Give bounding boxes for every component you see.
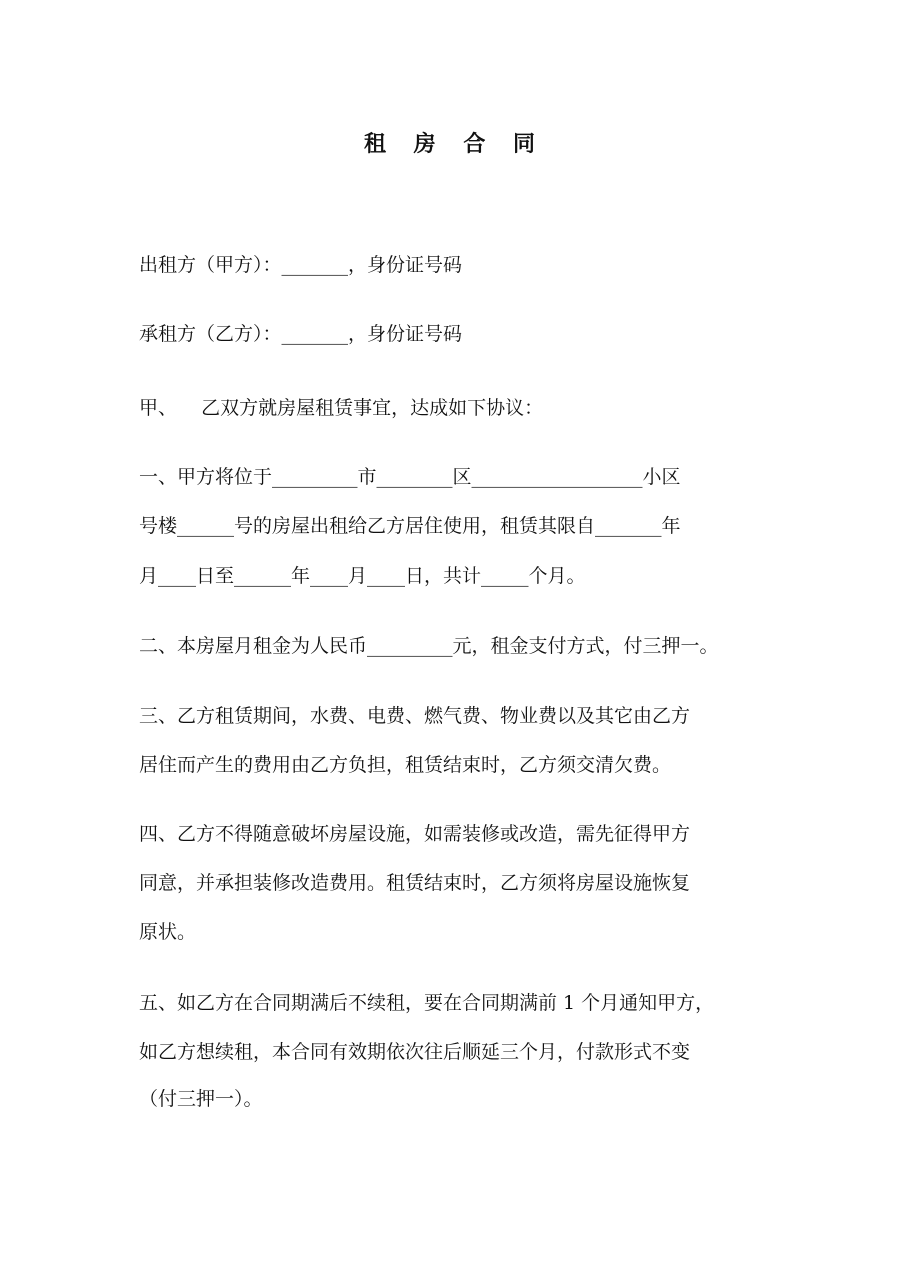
clause-2-line-1: 二、本房屋月租金为人民币_________元，租金支付方式，付三押一。 xyxy=(139,635,719,657)
clause-3-line-1: 三、乙方租赁期间，水费、电费、燃气费、物业费以及其它由乙方 xyxy=(139,705,691,727)
page-title: 租 房 合 同 xyxy=(364,131,545,157)
agreement-intro: 甲、 乙双方就房屋租赁事宜，达成如下协议： xyxy=(139,397,544,419)
clause-4-line-1: 四、乙方不得随意破坏房屋设施，如需装修或改造，需先征得甲方 xyxy=(139,823,691,845)
clause-5-line-1: 五、如乙方在合同期满后不续租，要在合同期满前 1 个月通知甲方， xyxy=(139,992,715,1014)
clause-5-line-3: （付三押一）。 xyxy=(139,1088,263,1110)
clause-1-line-3: 月____日至______年____月____日，共计_____个月。 xyxy=(139,565,586,587)
clause-1-line-1: 一、甲方将位于_________市________区__________________小区 xyxy=(139,466,681,488)
tenant-line: 承租方（乙方）：_______，身份证号码 xyxy=(139,323,463,345)
clause-5-line-2: 如乙方想续租，本合同有效期依次往后顺延三个月，付款形式不变 xyxy=(139,1041,691,1063)
clause-4-line-3: 原状。 xyxy=(139,921,197,943)
clause-1-line-2: 号楼______号的房屋出租给乙方居住使用，租赁其限自_______年 xyxy=(139,515,681,537)
clause-3-line-2: 居住而产生的费用由乙方负担，租赁结束时，乙方须交清欠费。 xyxy=(139,754,672,776)
landlord-line: 出租方（甲方）：_______，身份证号码 xyxy=(139,254,463,276)
clause-4-line-2: 同意，并承担装修改造费用。租赁结束时，乙方须将房屋设施恢复 xyxy=(139,872,691,894)
